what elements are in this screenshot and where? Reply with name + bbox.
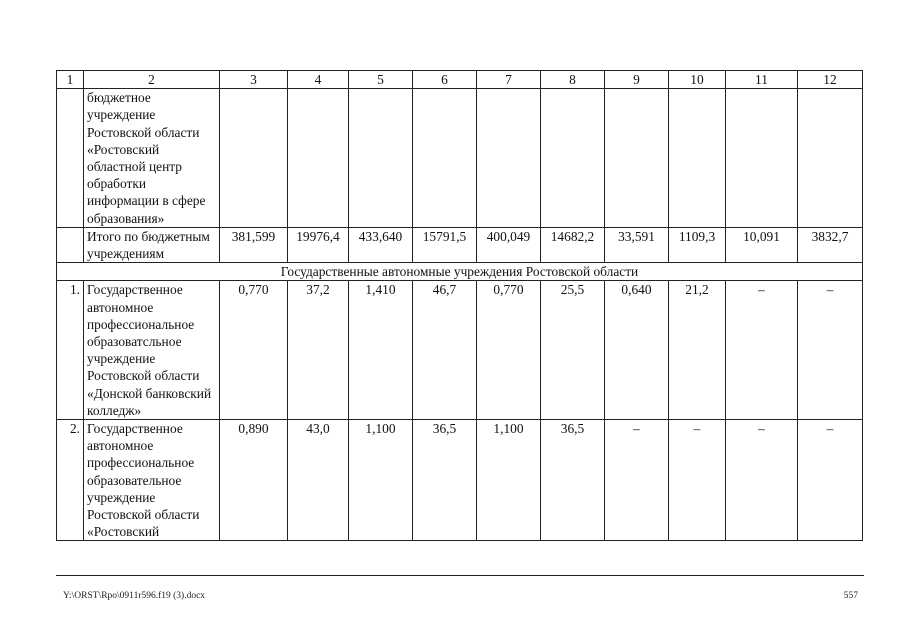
value-cell: 1,100	[477, 420, 541, 541]
column-header: 8	[541, 71, 605, 89]
name-cell: Итого по бюджетным учреждениям	[84, 227, 220, 262]
table-row	[57, 420, 863, 541]
value-cell: 0,640	[605, 281, 669, 420]
value-cell: 25,5	[541, 281, 605, 420]
value-cell: 1,410	[349, 281, 413, 420]
column-header: 12	[798, 71, 863, 89]
value-cell: 3832,7	[798, 227, 863, 262]
column-header: 3	[220, 71, 288, 89]
column-header: 11	[726, 71, 798, 89]
value-cell	[669, 89, 726, 228]
row-index-cell: 2.	[57, 420, 84, 541]
value-cell: 0,770	[220, 281, 288, 420]
table-body	[57, 71, 863, 541]
value-cell	[798, 89, 863, 228]
value-cell: –	[669, 420, 726, 541]
value-cell: –	[605, 420, 669, 541]
name-cell: Государственное автономное профессиональное образоватсльное учреждение Ростовской области «Донской банковский колледж»	[84, 281, 220, 420]
value-cell	[726, 89, 798, 228]
column-header: 5	[349, 71, 413, 89]
name-cell: бюджетное учреждение Ростовской области «Ростовский областной центр обработки информации в сфере образования»	[84, 89, 220, 228]
value-cell: 14682,2	[541, 227, 605, 262]
footer-file-path: Y:\ORST\Rpo\0911r596.f19 (3).docx	[63, 591, 206, 601]
footer-page-number: 557	[843, 591, 858, 601]
value-cell	[477, 89, 541, 228]
column-header: 7	[477, 71, 541, 89]
value-cell: 46,7	[413, 281, 477, 420]
column-header: 6	[413, 71, 477, 89]
table-row	[57, 227, 863, 262]
row-index-cell	[57, 227, 84, 262]
value-cell: 19976,4	[288, 227, 349, 262]
row-index-cell: 1.	[57, 281, 84, 420]
value-cell	[349, 89, 413, 228]
value-cell: –	[798, 281, 863, 420]
value-cell: 0,890	[220, 420, 288, 541]
value-cell: 10,091	[726, 227, 798, 262]
column-header: 9	[605, 71, 669, 89]
name-cell: Государственное автономное профессиональное образовательное учреждение Ростовской области «Ростовский	[84, 420, 220, 541]
value-cell: 1109,3	[669, 227, 726, 262]
value-cell	[413, 89, 477, 228]
value-cell: 36,5	[541, 420, 605, 541]
section-row	[57, 263, 863, 281]
value-cell: –	[726, 420, 798, 541]
header-row	[57, 71, 863, 89]
value-cell: 381,599	[220, 227, 288, 262]
table-row	[57, 89, 863, 228]
value-cell: 400,049	[477, 227, 541, 262]
value-cell: –	[798, 420, 863, 541]
value-cell: 21,2	[669, 281, 726, 420]
value-cell	[541, 89, 605, 228]
row-index-cell	[57, 89, 84, 228]
value-cell: 33,591	[605, 227, 669, 262]
value-cell: 43,0	[288, 420, 349, 541]
value-cell	[220, 89, 288, 228]
table-row	[57, 281, 863, 420]
value-cell: 1,100	[349, 420, 413, 541]
column-header: 4	[288, 71, 349, 89]
value-cell	[288, 89, 349, 228]
data-table	[56, 70, 863, 541]
section-title: Государственные автономные учреждения Ростовской области	[57, 263, 863, 281]
table-bottom-edge	[56, 575, 864, 576]
value-cell: 36,5	[413, 420, 477, 541]
value-cell	[605, 89, 669, 228]
value-cell: 433,640	[349, 227, 413, 262]
value-cell: 15791,5	[413, 227, 477, 262]
column-header: 1	[57, 71, 84, 89]
value-cell: –	[726, 281, 798, 420]
value-cell: 0,770	[477, 281, 541, 420]
value-cell: 37,2	[288, 281, 349, 420]
column-header: 2	[84, 71, 220, 89]
column-header: 10	[669, 71, 726, 89]
